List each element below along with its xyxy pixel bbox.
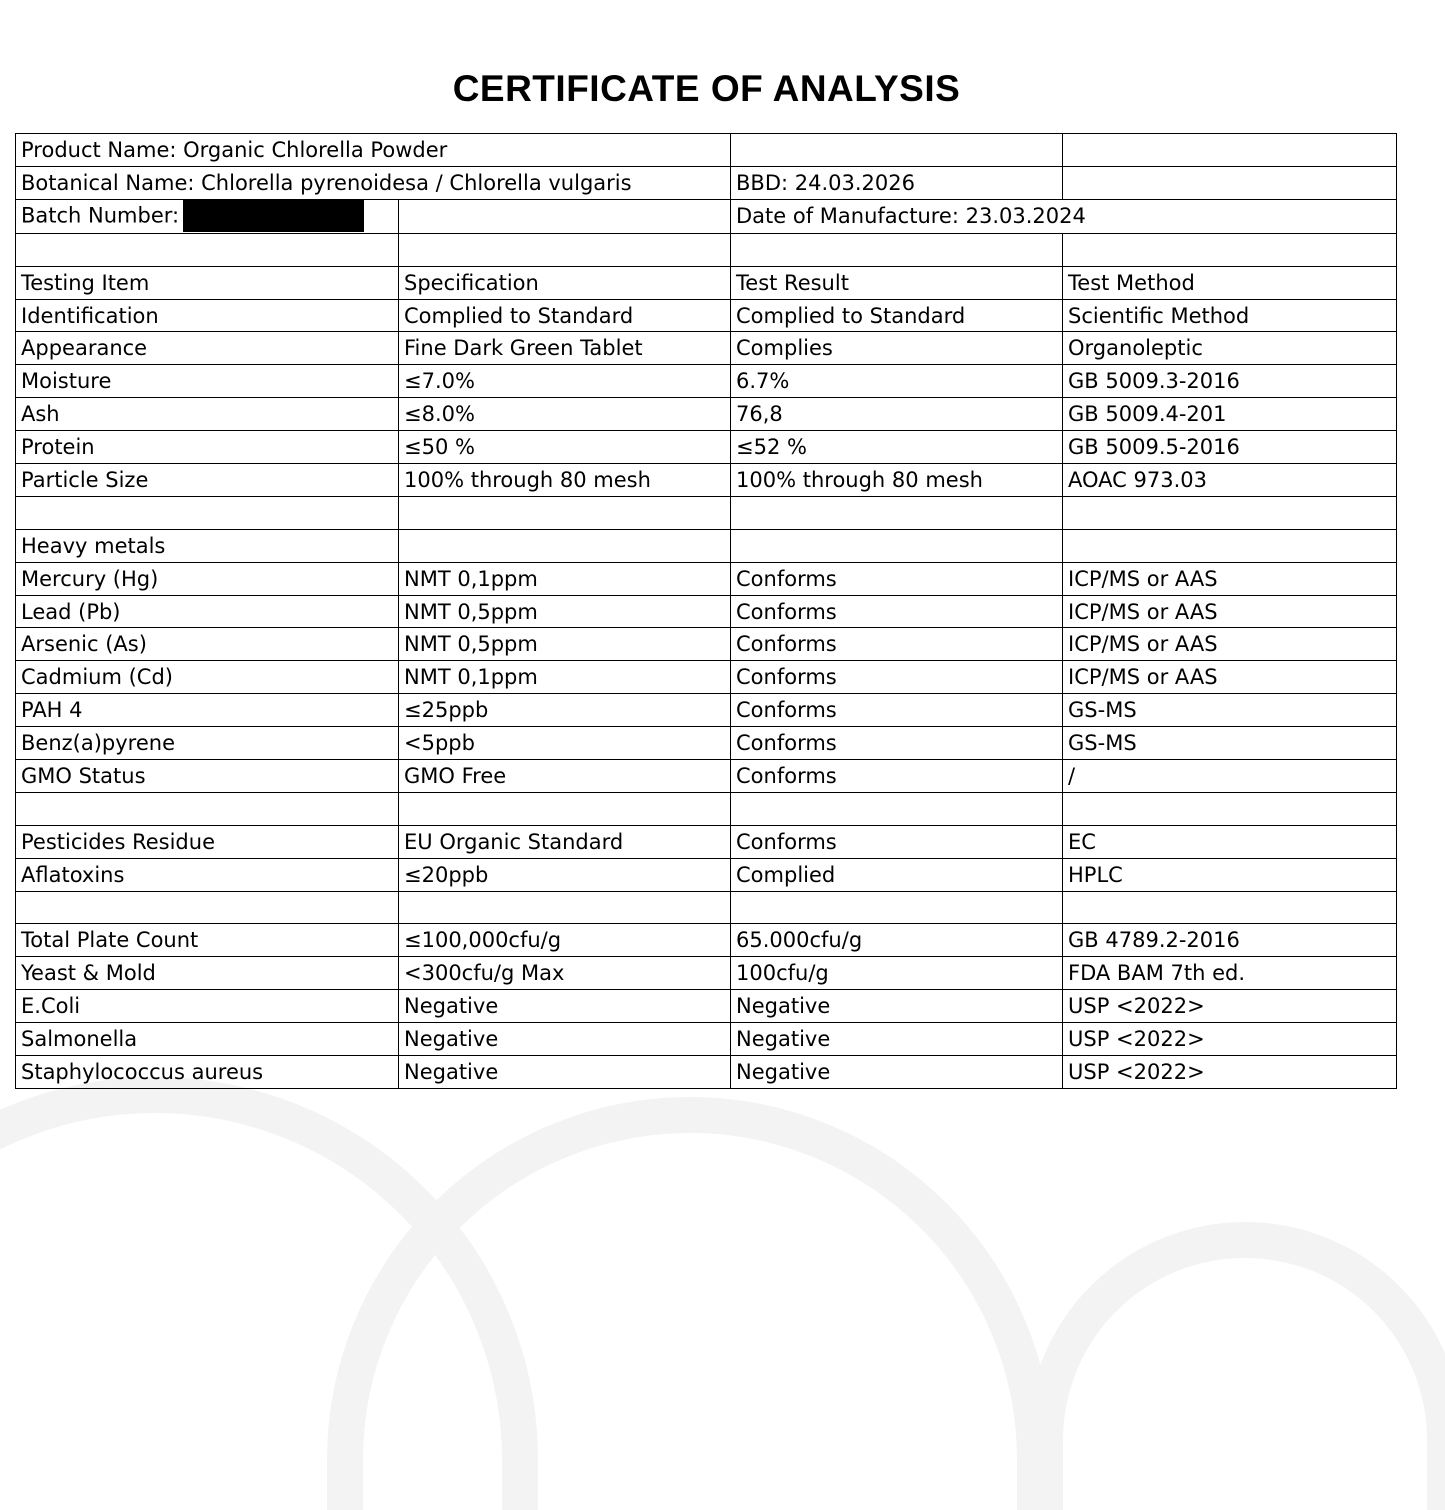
testing-item-cell: Aflatoxins <box>16 858 399 891</box>
test-method-cell: GS-MS <box>1063 694 1397 727</box>
testing-item-cell: GMO Status <box>16 760 399 793</box>
testing-item-cell: Moisture <box>16 365 399 398</box>
heavy-metals-label: Heavy metals <box>16 529 399 562</box>
testing-item-cell: Particle Size <box>16 464 399 497</box>
test-method-cell: GB 5009.3-2016 <box>1063 365 1397 398</box>
batch-number <box>16 199 399 233</box>
empty-cell <box>399 792 731 825</box>
test-method-cell: GS-MS <box>1063 727 1397 760</box>
product-name-row <box>16 134 1397 167</box>
specification-cell: Negative <box>399 1056 731 1089</box>
empty-cell <box>399 529 731 562</box>
specification-cell: Negative <box>399 990 731 1023</box>
test-result-cell: Conforms <box>731 825 1063 858</box>
specification-cell: Fine Dark Green Tablet <box>399 332 731 365</box>
test-method-cell: Scientific Method <box>1063 299 1397 332</box>
empty-cell <box>16 891 399 924</box>
test-method-cell: FDA BAM 7th ed. <box>1063 957 1397 990</box>
residue-row <box>16 858 1397 891</box>
specification-cell: Complied to Standard <box>399 299 731 332</box>
testing-item-cell: Total Plate Count <box>16 924 399 957</box>
empty-cell <box>1063 233 1397 266</box>
testing-item-cell: Yeast & Mold <box>16 957 399 990</box>
test-result-cell: 6.7% <box>731 365 1063 398</box>
specification-cell: ≤20ppb <box>399 858 731 891</box>
test-result-cell: Negative <box>731 1056 1063 1089</box>
test-method-cell: GB 5009.4-201 <box>1063 398 1397 431</box>
test-result-cell: 100cfu/g <box>731 957 1063 990</box>
test-result-cell: Negative <box>731 1023 1063 1056</box>
general-test-row <box>16 332 1397 365</box>
spacer-row <box>16 233 1397 266</box>
general-test-row <box>16 299 1397 332</box>
specification-cell: NMT 0,1ppm <box>399 661 731 694</box>
empty-cell <box>399 891 731 924</box>
testing-item-cell: Lead (Pb) <box>16 595 399 628</box>
empty-cell <box>16 496 399 529</box>
document-title: CERTIFICATE OF ANALYSIS <box>452 68 961 109</box>
general-test-row <box>16 431 1397 464</box>
specification-cell: ≤25ppb <box>399 694 731 727</box>
microbiology-row <box>16 957 1397 990</box>
empty-cell <box>731 233 1063 266</box>
specification-cell: <300cfu/g Max <box>399 957 731 990</box>
testing-item-cell: Ash <box>16 398 399 431</box>
specification-cell: NMT 0,1ppm <box>399 562 731 595</box>
manufacture-date: Date of Manufacture: 23.03.2024 <box>731 199 1397 233</box>
general-test-row <box>16 365 1397 398</box>
empty-cell <box>1063 529 1397 562</box>
specification-cell: ≤8.0% <box>399 398 731 431</box>
column-header-test-method: Test Method <box>1063 266 1397 299</box>
empty-cell <box>16 792 399 825</box>
redaction-block <box>183 199 364 232</box>
batch-number-label: Batch Number: <box>21 203 180 228</box>
general-test-row <box>16 398 1397 431</box>
microbiology-row <box>16 924 1397 957</box>
testing-item-cell: Protein <box>16 431 399 464</box>
empty-cell <box>16 233 399 266</box>
test-result-cell: Conforms <box>731 694 1063 727</box>
spacer-row <box>16 891 1397 924</box>
test-result-cell: Complied to Standard <box>731 299 1063 332</box>
testing-item-cell: Cadmium (Cd) <box>16 661 399 694</box>
empty-cell <box>399 199 731 233</box>
empty-cell <box>731 134 1063 167</box>
microbiology-row <box>16 1023 1397 1056</box>
testing-item-cell: Benz(a)pyrene <box>16 727 399 760</box>
heavy-metal-row <box>16 562 1397 595</box>
test-result-cell: 76,8 <box>731 398 1063 431</box>
heavy-metal-row <box>16 760 1397 793</box>
test-method-cell: ICP/MS or AAS <box>1063 562 1397 595</box>
testing-item-cell: Staphylococcus aureus <box>16 1056 399 1089</box>
specification-cell: NMT 0,5ppm <box>399 628 731 661</box>
heavy-metals-header-row <box>16 529 1397 562</box>
microbiology-row <box>16 1056 1397 1089</box>
test-result-cell: Conforms <box>731 760 1063 793</box>
testing-item-cell: Pesticides Residue <box>16 825 399 858</box>
testing-item-cell: Arsenic (As) <box>16 628 399 661</box>
test-result-cell: Negative <box>731 990 1063 1023</box>
product-name: Product Name: Organic Chlorella Powder <box>16 134 731 167</box>
batch-row <box>16 199 1397 233</box>
specification-cell: ≤7.0% <box>399 365 731 398</box>
empty-cell <box>1063 792 1397 825</box>
specification-cell: NMT 0,5ppm <box>399 595 731 628</box>
analysis-table <box>15 133 1397 1089</box>
column-header-specification: Specification <box>399 266 731 299</box>
heavy-metal-row <box>16 727 1397 760</box>
test-result-cell: Conforms <box>731 562 1063 595</box>
test-result-cell: ≤52 % <box>731 431 1063 464</box>
empty-cell <box>1063 496 1397 529</box>
testing-item-cell: E.Coli <box>16 990 399 1023</box>
testing-item-cell: PAH 4 <box>16 694 399 727</box>
test-method-cell: GB 5009.5-2016 <box>1063 431 1397 464</box>
testing-item-cell: Mercury (Hg) <box>16 562 399 595</box>
specification-cell: GMO Free <box>399 760 731 793</box>
empty-cell <box>731 792 1063 825</box>
test-method-cell: USP <2022> <box>1063 1056 1397 1089</box>
testing-item-cell: Identification <box>16 299 399 332</box>
empty-cell <box>731 891 1063 924</box>
empty-cell <box>1063 134 1397 167</box>
column-header-testing-item: Testing Item <box>16 266 399 299</box>
empty-cell <box>399 233 731 266</box>
test-result-cell: 65.000cfu/g <box>731 924 1063 957</box>
microbiology-row <box>16 990 1397 1023</box>
specification-cell: 100% through 80 mesh <box>399 464 731 497</box>
empty-cell <box>1063 166 1397 199</box>
specification-cell: Negative <box>399 1023 731 1056</box>
test-method-cell: Organoleptic <box>1063 332 1397 365</box>
test-result-cell: Conforms <box>731 595 1063 628</box>
specification-cell: ≤100,000cfu/g <box>399 924 731 957</box>
spacer-row <box>16 792 1397 825</box>
testing-item-cell: Appearance <box>16 332 399 365</box>
botanical-name-row <box>16 166 1397 199</box>
heavy-metal-row <box>16 595 1397 628</box>
test-result-cell: Conforms <box>731 727 1063 760</box>
bbd-date: BBD: 24.03.2026 <box>731 166 1063 199</box>
test-result-cell: Conforms <box>731 628 1063 661</box>
test-method-cell: GB 4789.2-2016 <box>1063 924 1397 957</box>
empty-cell <box>399 496 731 529</box>
test-method-cell: USP <2022> <box>1063 990 1397 1023</box>
test-result-cell: Conforms <box>731 661 1063 694</box>
test-method-cell: ICP/MS or AAS <box>1063 595 1397 628</box>
test-method-cell: HPLC <box>1063 858 1397 891</box>
heavy-metal-row <box>16 661 1397 694</box>
test-method-cell: / <box>1063 760 1397 793</box>
specification-cell: <5ppb <box>399 727 731 760</box>
column-header-row <box>16 266 1397 299</box>
botanical-name: Botanical Name: Chlorella pyrenoidesa / Chlorella vulgaris <box>16 166 731 199</box>
specification-cell: EU Organic Standard <box>399 825 731 858</box>
test-method-cell: ICP/MS or AAS <box>1063 661 1397 694</box>
empty-cell <box>1063 891 1397 924</box>
test-method-cell: ICP/MS or AAS <box>1063 628 1397 661</box>
test-result-cell: Complied <box>731 858 1063 891</box>
spacer-row <box>16 496 1397 529</box>
heavy-metal-row <box>16 694 1397 727</box>
column-header-test-result: Test Result <box>731 266 1063 299</box>
empty-cell <box>731 496 1063 529</box>
test-method-cell: AOAC 973.03 <box>1063 464 1397 497</box>
test-result-cell: Complies <box>731 332 1063 365</box>
heavy-metal-row <box>16 628 1397 661</box>
general-test-row <box>16 464 1397 497</box>
test-result-cell: 100% through 80 mesh <box>731 464 1063 497</box>
test-method-cell: USP <2022> <box>1063 1023 1397 1056</box>
testing-item-cell: Salmonella <box>16 1023 399 1056</box>
test-method-cell: EC <box>1063 825 1397 858</box>
empty-cell <box>731 529 1063 562</box>
specification-cell: ≤50 % <box>399 431 731 464</box>
residue-row <box>16 825 1397 858</box>
